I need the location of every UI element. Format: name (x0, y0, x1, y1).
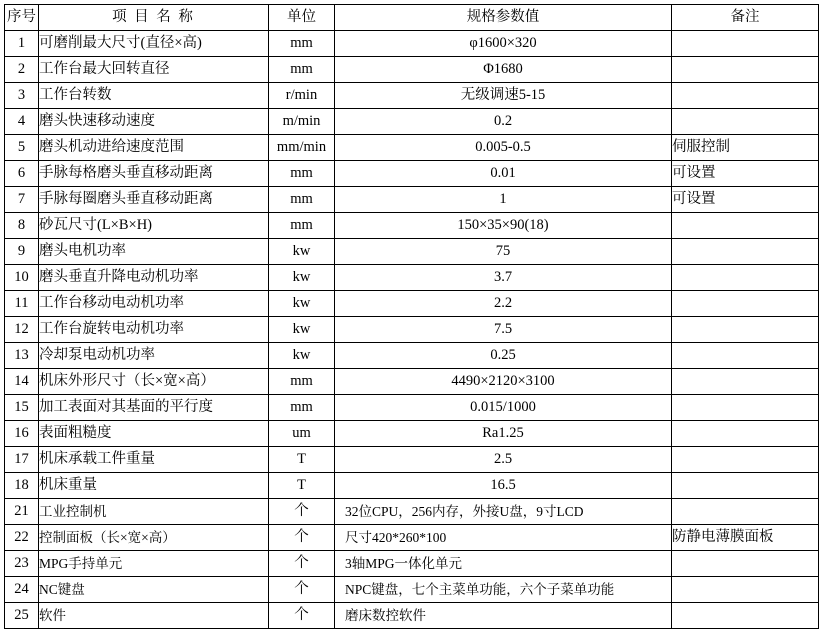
cell-unit: kw (269, 343, 335, 369)
cell-note (672, 57, 819, 83)
cell-note (672, 447, 819, 473)
cell-name: 可磨削最大尺寸(直径×高) (39, 31, 269, 57)
table-row (5, 161, 819, 187)
cell-no: 24 (5, 577, 39, 603)
cell-name: 机床外形尺寸（长×宽×高） (39, 369, 269, 395)
cell-name: 控制面板（长×宽×高） (39, 525, 269, 551)
cell-unit: kw (269, 317, 335, 343)
cell-name: 手脉每格磨头垂直移动距离 (39, 161, 269, 187)
cell-name: 磨头电机功率 (39, 239, 269, 265)
cell-name: 工作台最大回转直径 (39, 57, 269, 83)
table-row (5, 447, 819, 473)
cell-unit: mm (269, 395, 335, 421)
table-row (5, 213, 819, 239)
table-row (5, 343, 819, 369)
table-row (5, 551, 819, 577)
cell-name: 冷却泵电动机功率 (39, 343, 269, 369)
cell-no: 1 (5, 31, 39, 57)
cell-note (672, 369, 819, 395)
cell-note (672, 421, 819, 447)
cell-name: 加工表面对其基面的平行度 (39, 395, 269, 421)
cell-unit: mm (269, 213, 335, 239)
cell-unit: mm (269, 187, 335, 213)
cell-name: 机床重量 (39, 473, 269, 499)
cell-value: 2.2 (335, 291, 672, 317)
cell-value: 3轴MPG一体化单元 (335, 551, 672, 577)
cell-name: NC键盘 (39, 577, 269, 603)
cell-no: 16 (5, 421, 39, 447)
table-row (5, 369, 819, 395)
table-row (5, 395, 819, 421)
cell-note: 可设置 (672, 161, 819, 187)
cell-value: 2.5 (335, 447, 672, 473)
cell-unit: r/min (269, 83, 335, 109)
cell-unit: kw (269, 291, 335, 317)
cell-unit: mm (269, 31, 335, 57)
cell-name: 表面粗糙度 (39, 421, 269, 447)
header-row (5, 5, 819, 31)
cell-name: 工作台移动电动机功率 (39, 291, 269, 317)
table-body (5, 31, 819, 629)
cell-value: 150×35×90(18) (335, 213, 672, 239)
cell-value: 0.015/1000 (335, 395, 672, 421)
cell-name: 工业控制机 (39, 499, 269, 525)
table-row (5, 83, 819, 109)
cell-value: 1 (335, 187, 672, 213)
cell-value: 0.005-0.5 (335, 135, 672, 161)
cell-no: 22 (5, 525, 39, 551)
cell-unit: kw (269, 239, 335, 265)
cell-note (672, 213, 819, 239)
cell-note (672, 109, 819, 135)
cell-unit: mm (269, 369, 335, 395)
cell-unit: 个 (269, 551, 335, 577)
cell-name: 工作台旋转电动机功率 (39, 317, 269, 343)
table-row (5, 109, 819, 135)
cell-note (672, 265, 819, 291)
cell-note (672, 551, 819, 577)
cell-no: 9 (5, 239, 39, 265)
column-header-no: 序号 (5, 5, 39, 31)
cell-value: 磨床数控软件 (335, 603, 672, 629)
cell-no: 10 (5, 265, 39, 291)
cell-value: φ1600×320 (335, 31, 672, 57)
cell-name: MPG手持单元 (39, 551, 269, 577)
cell-name: 手脉每圈磨头垂直移动距离 (39, 187, 269, 213)
table-header (5, 5, 819, 31)
column-header-name: 项 目 名 称 (39, 5, 269, 31)
cell-unit: mm (269, 161, 335, 187)
table-row (5, 603, 819, 629)
table-row (5, 473, 819, 499)
cell-no: 17 (5, 447, 39, 473)
cell-value: 7.5 (335, 317, 672, 343)
cell-no: 13 (5, 343, 39, 369)
table-row (5, 31, 819, 57)
cell-value: Ra1.25 (335, 421, 672, 447)
cell-name: 磨头快速移动速度 (39, 109, 269, 135)
cell-value: 3.7 (335, 265, 672, 291)
specification-table (4, 4, 819, 629)
cell-unit: 个 (269, 603, 335, 629)
cell-note (672, 395, 819, 421)
cell-name: 机床承载工件重量 (39, 447, 269, 473)
cell-value: 16.5 (335, 473, 672, 499)
cell-no: 11 (5, 291, 39, 317)
table-row (5, 317, 819, 343)
cell-note (672, 499, 819, 525)
cell-unit: 个 (269, 499, 335, 525)
table-row (5, 421, 819, 447)
cell-unit: T (269, 473, 335, 499)
cell-note (672, 317, 819, 343)
cell-value: 0.2 (335, 109, 672, 135)
cell-unit: um (269, 421, 335, 447)
cell-unit: mm (269, 57, 335, 83)
column-header-note: 备注 (672, 5, 819, 31)
table-row (5, 525, 819, 551)
table-row (5, 187, 819, 213)
cell-no: 18 (5, 473, 39, 499)
table-row (5, 135, 819, 161)
cell-name: 磨头机动进给速度范围 (39, 135, 269, 161)
column-header-unit: 单位 (269, 5, 335, 31)
cell-name: 工作台转数 (39, 83, 269, 109)
cell-unit: m/min (269, 109, 335, 135)
cell-no: 12 (5, 317, 39, 343)
cell-note (672, 603, 819, 629)
cell-no: 7 (5, 187, 39, 213)
cell-note (672, 577, 819, 603)
cell-no: 5 (5, 135, 39, 161)
cell-note (672, 291, 819, 317)
cell-name: 软件 (39, 603, 269, 629)
cell-value: 75 (335, 239, 672, 265)
cell-value: 4490×2120×3100 (335, 369, 672, 395)
cell-note (672, 343, 819, 369)
cell-note: 伺服控制 (672, 135, 819, 161)
cell-value: 0.25 (335, 343, 672, 369)
cell-value: 0.01 (335, 161, 672, 187)
table-row (5, 577, 819, 603)
cell-no: 8 (5, 213, 39, 239)
table-row (5, 291, 819, 317)
cell-name: 磨头垂直升降电动机功率 (39, 265, 269, 291)
cell-name: 砂瓦尺寸(L×B×H) (39, 213, 269, 239)
table-row (5, 239, 819, 265)
cell-value: 无级调速5-15 (335, 83, 672, 109)
cell-unit: 个 (269, 577, 335, 603)
cell-value: NPC键盘，七个主菜单功能，六个子菜单功能 (335, 577, 672, 603)
cell-unit: kw (269, 265, 335, 291)
cell-note: 可设置 (672, 187, 819, 213)
cell-no: 25 (5, 603, 39, 629)
cell-note: 防静电薄膜面板 (672, 525, 819, 551)
cell-no: 4 (5, 109, 39, 135)
cell-no: 23 (5, 551, 39, 577)
cell-no: 2 (5, 57, 39, 83)
cell-no: 15 (5, 395, 39, 421)
cell-unit: mm/min (269, 135, 335, 161)
table-row (5, 499, 819, 525)
column-header-value: 规格参数值 (335, 5, 672, 31)
cell-unit: 个 (269, 525, 335, 551)
cell-note (672, 31, 819, 57)
cell-value: 32位CPU，256内存，外接U盘，9寸LCD (335, 499, 672, 525)
cell-note (672, 83, 819, 109)
cell-value: Φ1680 (335, 57, 672, 83)
cell-no: 6 (5, 161, 39, 187)
table-row (5, 265, 819, 291)
cell-unit: T (269, 447, 335, 473)
cell-note (672, 473, 819, 499)
cell-no: 14 (5, 369, 39, 395)
cell-no: 21 (5, 499, 39, 525)
table-row (5, 57, 819, 83)
cell-note (672, 239, 819, 265)
cell-value: 尺寸420*260*100 (335, 525, 672, 551)
cell-no: 3 (5, 83, 39, 109)
